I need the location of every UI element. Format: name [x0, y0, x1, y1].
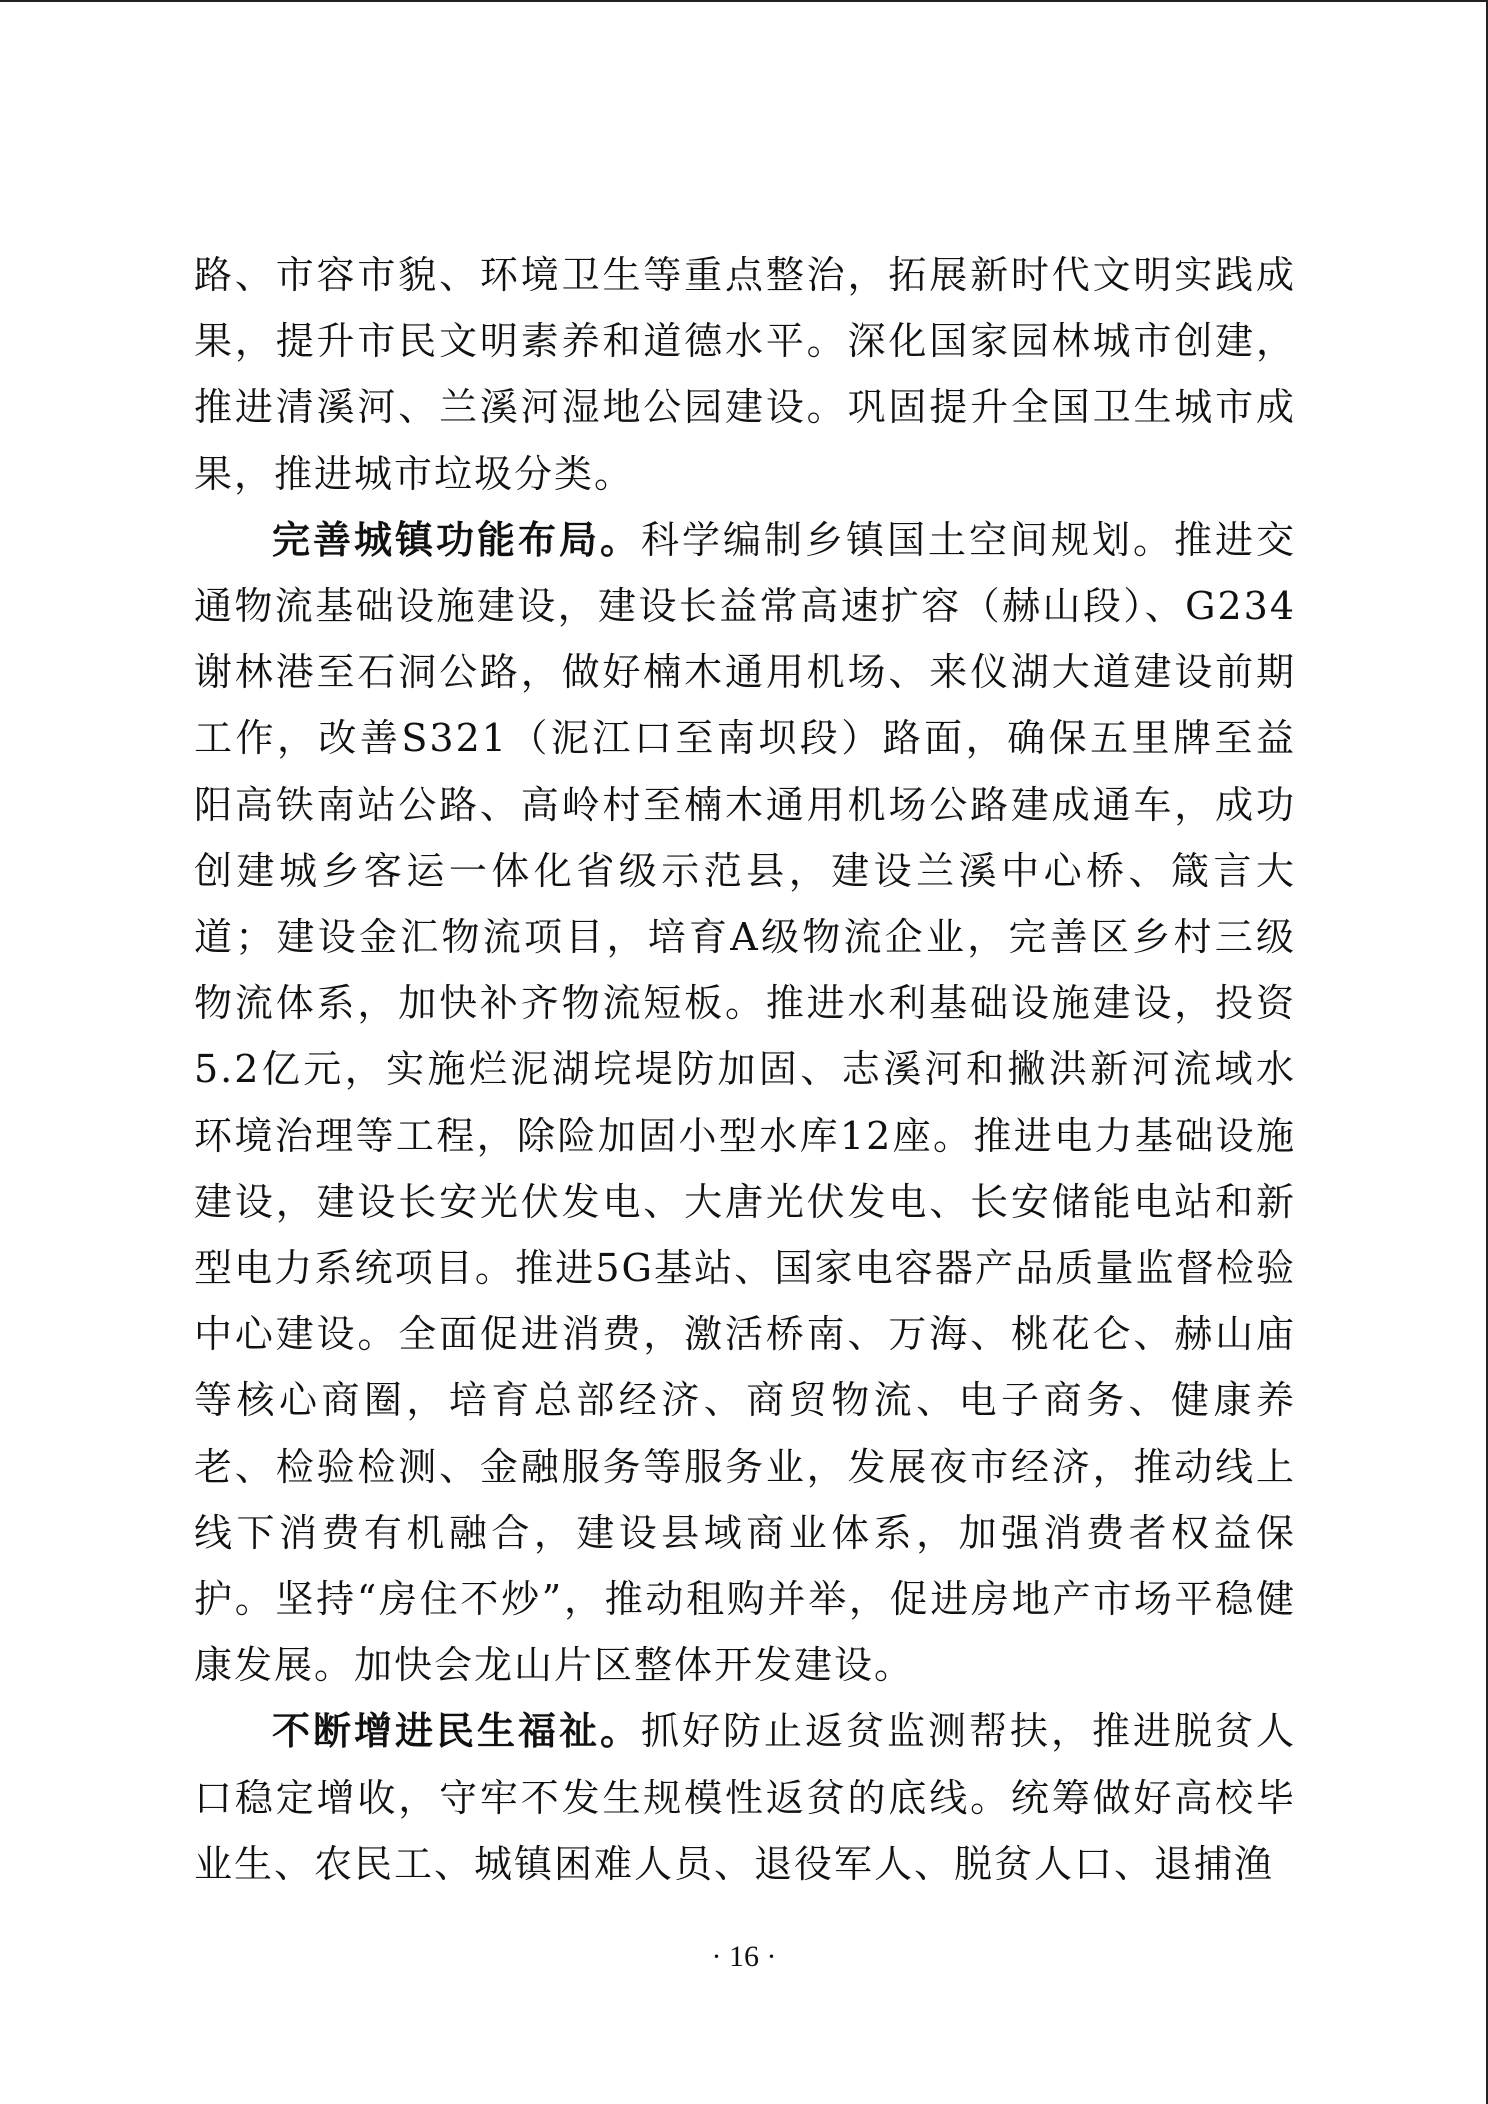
paragraph-2-heading: 完善城镇功能布局。	[272, 517, 641, 562]
paragraph-1-body: 路、市容市貌、环境卫生等重点整治，拓展新时代文明实践成果，提升市民文明素养和道德水平。深化国家园林城市创建，推进清溪河、兰溪河湿地公园建设。巩固提升全国卫生城市成果，推进城市垃圾分类。	[194, 253, 1296, 496]
paragraph-3-heading: 不断增进民生福祉。	[272, 1709, 641, 1754]
page-number: · 16 ·	[711, 1940, 777, 1973]
body-text	[194, 242, 1296, 1897]
paragraph-3	[194, 1698, 1296, 1897]
paragraph-1	[194, 242, 1296, 507]
paragraph-2-body: 科学编制乡镇国土空间规划。推进交通物流基础设施建设，建设长益常高速扩容（赫山段）、G234谢林港至石洞公路，做好楠木通用机场、来仪湖大道建设前期工作，改善S321（泥江口至南坝段）路面，确保五里牌至益阳高铁南站公路、高岭村至楠木通用机场公路建成通车，成功创建城乡客运一体化省级示范县，建设兰溪中心桥、箴言大道；建设金汇物流项目，培育A级物流企业，完善区乡村三级物流体系，加快补齐物流短板。推进水利基础设施建设，投资5.2亿元，实施烂泥湖垸堤防加固、志溪河和撇洪新河流域水环境治理等工程，除险加固小型水库12座。推进电力基础设施建设，建设长安光伏发电、大唐光伏发电、长安储能电站和新型电力系统项目。推进5G基站、国家电容器产品质量监督检验中心建设。全面促进消费，激活桥南、万海、桃花仑、赫山庙等核心商圈，培育总部经济、商贸物流、电子商务、健康养老、检验检测、金融服务等服务业，发展夜市经济，推动线上线下消费有机融合，建设县域商业体系，加强消费者权益保护。坚持“房住不炒”，推动租购并举，促进房地产市场平稳健康发展。加快会龙山片区整体开发建设。	[194, 517, 1296, 1688]
paragraph-3-body: 抓好防止返贫监测帮扶，推进脱贫人口稳定增收，守牢不发生规模性返贫的底线。统筹做好高校毕业生、农民工、城镇困难人员、退役军人、脱贫人口、退捕渔	[194, 1709, 1296, 1886]
top-border-line	[0, 0, 1488, 2]
paragraph-2	[194, 507, 1296, 1699]
